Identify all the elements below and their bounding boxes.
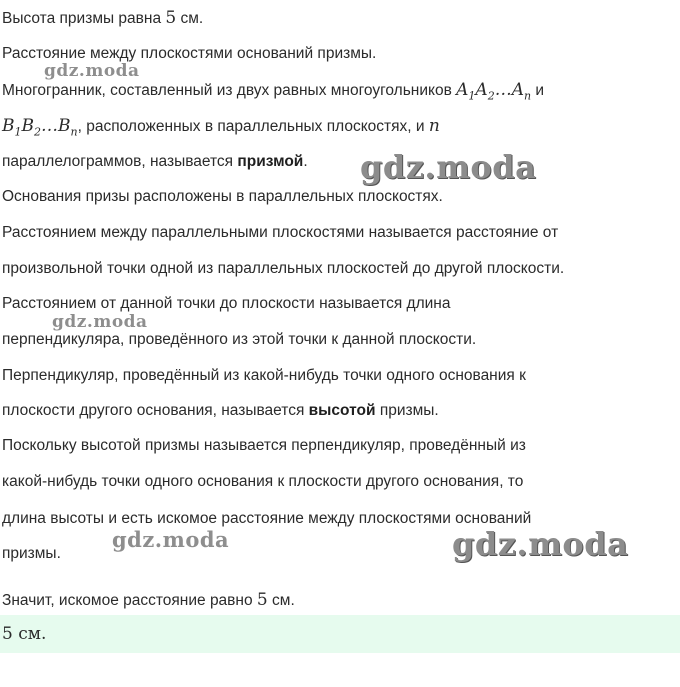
bold-term: высотой: [308, 402, 376, 419]
watermark: gdz.moda: [360, 148, 537, 186]
text: Высота призмы равна: [2, 10, 166, 27]
answer-text: 5 см.: [2, 624, 47, 644]
text-line-point-1: [2, 294, 450, 314]
text-line-perp-2: [2, 401, 439, 421]
text: , расположенных в параллельных плоскостях, и: [77, 118, 429, 135]
number: 5: [165, 8, 177, 28]
text: см.: [176, 10, 204, 27]
bold-term: призмой: [237, 153, 304, 170]
text: Значит, искомое расстояние равно: [2, 592, 257, 609]
text: призмы.: [2, 545, 61, 562]
text: призмы.: [375, 402, 439, 419]
text-line-distance-1: [2, 223, 558, 243]
text-line-since-1: [2, 436, 526, 456]
text: и: [531, 82, 545, 99]
text: Расстоянием от данной точки до плоскости называется длина: [2, 295, 451, 312]
text: Расстоянием между параллельными плоскостями называется расстояние от: [2, 224, 559, 241]
text: .: [303, 153, 308, 170]
text-line-definition-1: [2, 80, 544, 106]
text: какой-нибудь точки одного основания к плоскости другого основания, то: [2, 473, 524, 490]
number: 5: [256, 590, 268, 610]
math-polygon-a: $A_1A_2\dots A_n$: [456, 80, 532, 103]
text-line-since-2: [2, 472, 523, 492]
text-line-perp-1: [2, 366, 526, 386]
text-line-definition-2: [2, 116, 440, 142]
text: перпендикуляра, проведённого из этой точки к данной плоскости.: [2, 331, 477, 348]
text-line-point-2: [2, 330, 476, 350]
watermark: gdz.moda: [112, 527, 230, 552]
text: Расстояние между плоскостями оснований призмы.: [2, 45, 377, 62]
text: произвольной точки одной из параллельных плоскостей до другой плоскости.: [2, 260, 565, 277]
text: плоскости другого основания, называется: [2, 402, 309, 419]
text: Основания призы расположены в параллельных плоскостях.: [2, 188, 443, 205]
text: параллелограммов, называется: [2, 153, 238, 170]
text-line-conclusion: [2, 590, 295, 611]
text: длина высоты и есть искомое расстояние между плоскостями оснований: [2, 510, 532, 527]
text-line-definition-3: [2, 152, 308, 172]
math-n: n: [428, 116, 440, 136]
text: Перпендикуляр, проведённый из какой-нибудь точки одного основания к: [2, 367, 526, 384]
math-polygon-b: $B_1B_2\dots B_n$: [2, 116, 78, 139]
text: см.: [267, 592, 295, 609]
text: Поскольку высотой призмы называется перпендикуляр, проведённый из: [2, 437, 526, 454]
text-line-distance-2: [2, 259, 564, 279]
text: Многогранник, составленный из двух равных многоугольников: [2, 82, 457, 99]
text-line-bases: [2, 187, 443, 207]
answer-box: [0, 615, 680, 653]
text-line-height: [2, 8, 203, 29]
text-line-since-4: [2, 544, 61, 564]
watermark: gdz.moda: [44, 61, 140, 81]
watermark: gdz.moda: [452, 525, 629, 563]
watermark: gdz.moda: [52, 312, 148, 332]
